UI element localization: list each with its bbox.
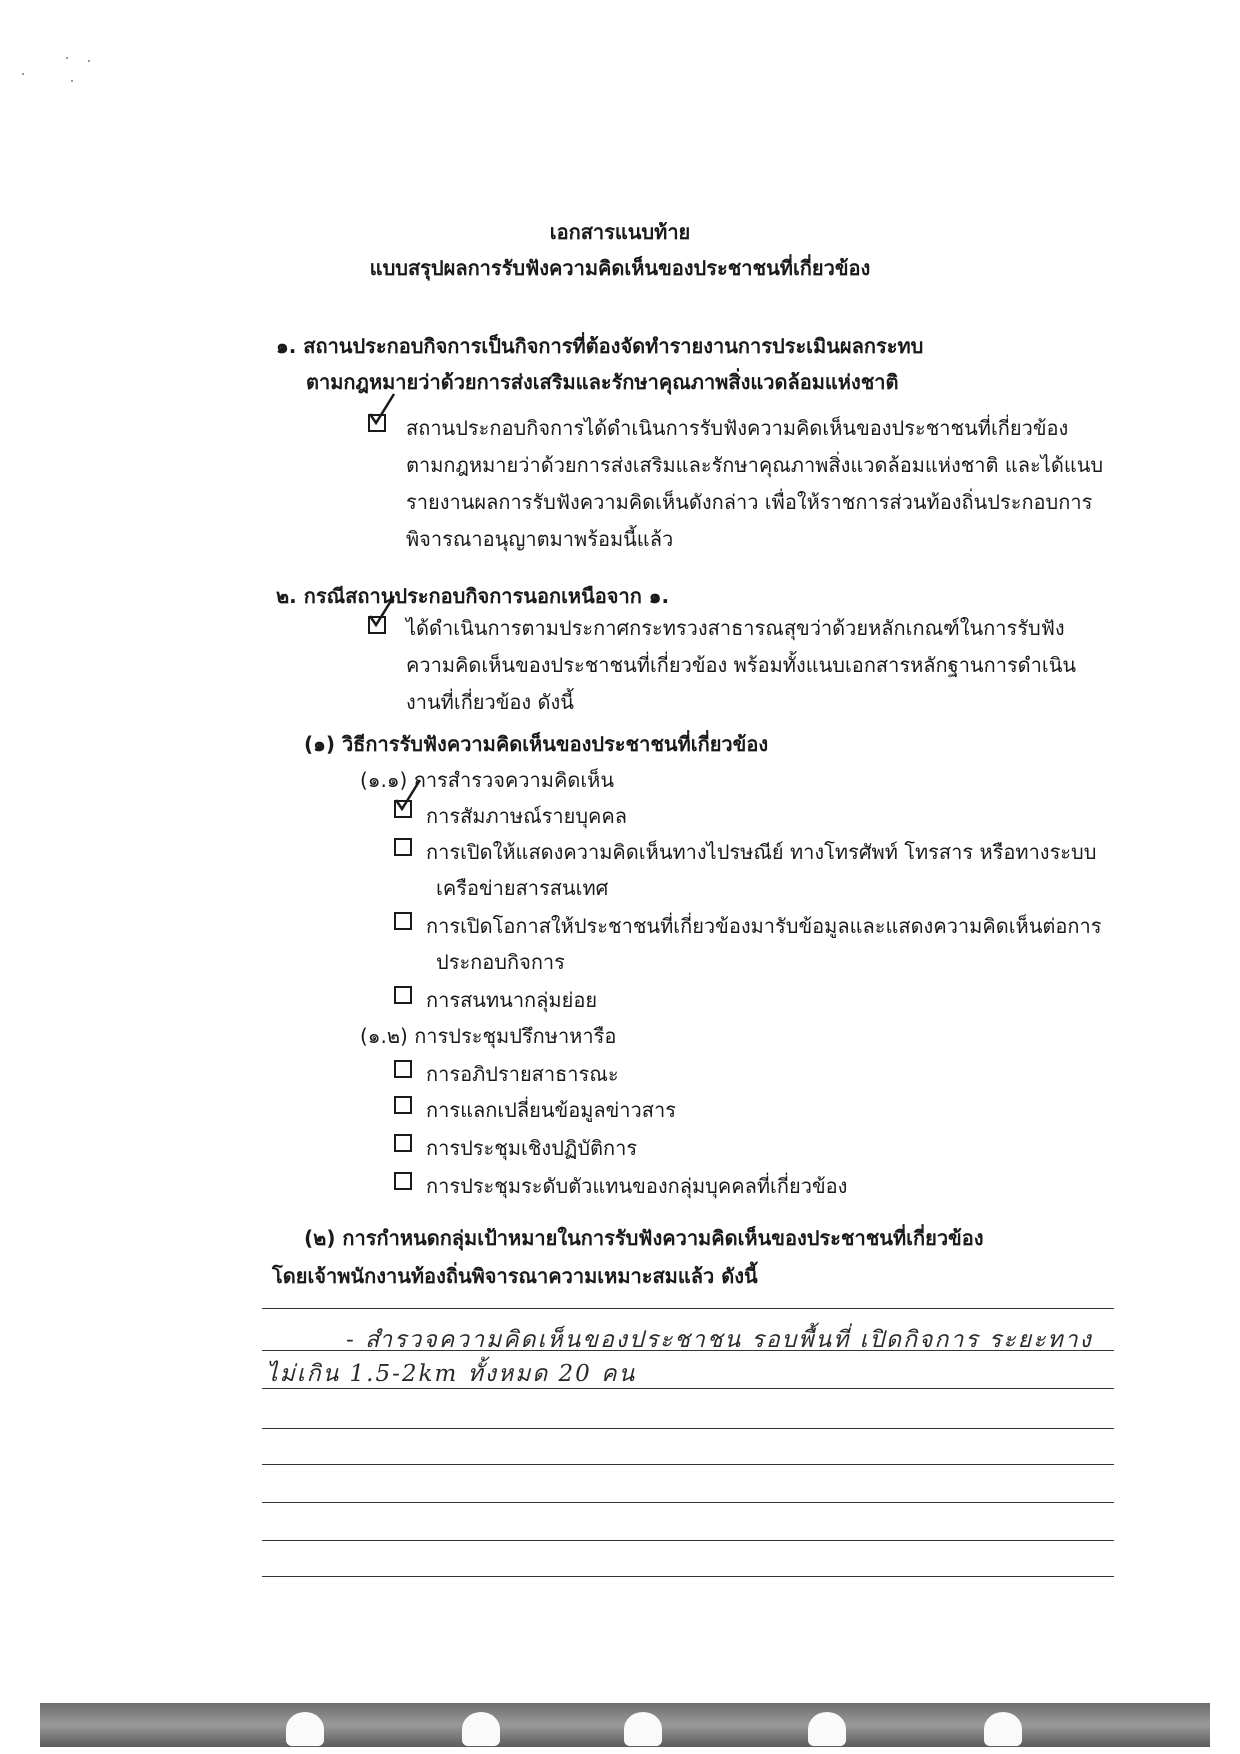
answer-line <box>262 1502 1114 1503</box>
answer-line <box>262 1464 1114 1465</box>
survey-item-label-cont: เครือข่ายสารสนเทศ <box>436 876 609 900</box>
section2-option-text: ได้ดำเนินการตามประกาศกระทรวงสาธารณสุขว่าด้วยหลักเกณฑ์ในการรับฟังความคิดเห็นของประชาชนที่เกี่ยวข้อง พร้อมทั้งแนบเอกสารหลักฐานการดำเนินงานที่เกี่ยวข้อง ดังนี้ <box>406 616 1077 714</box>
answer-line <box>262 1428 1114 1429</box>
handwritten-answer-line1: - สำรวจความคิดเห็นของประชาชน รอบพื้นที่ เปิดกิจการ ระยะทาง <box>346 1327 1093 1353</box>
scan-speck <box>88 60 90 62</box>
footer-logo-icon <box>462 1712 500 1746</box>
answer-line <box>262 1540 1114 1541</box>
target-group-heading-line2: โดยเจ้าพนักงานท้องถิ่นพิจารณาความเหมาะสมแล้ว ดังนี้ <box>272 1264 758 1288</box>
section1-option-text: สถานประกอบกิจการได้ดำเนินการรับฟังความคิดเห็นของประชาชนที่เกี่ยวข้อง ตามกฎหมายว่าด้วยการส่งเสริมและรักษาคุณภาพสิ่งแวดล้อมแห่งชาติ และได้แนบรายงานผลการรับฟังความคิดเห็นดังกล่าว เพื่อให้ราชการส่วนท้องถิ่นประกอบการพิจารณาอนุญาตมาพร้อมนี้แล้ว <box>406 416 1104 551</box>
meeting-heading: (๑.๒) การประชุมปรึกษาหารือ <box>360 1024 617 1048</box>
survey-item-checkbox[interactable] <box>394 912 412 930</box>
section1-heading-line1: ๑. สถานประกอบกิจการเป็นกิจการที่ต้องจัดทำรายงานการประเมินผลกระทบ <box>276 334 924 358</box>
survey-heading: (๑.๑) การสำรวจความคิดเห็น <box>360 768 615 792</box>
answer-line <box>262 1308 1114 1309</box>
meeting-item-checkbox[interactable] <box>394 1096 412 1114</box>
document-title: เอกสารแนบท้าย <box>549 220 691 244</box>
scan-speck <box>22 73 24 75</box>
survey-item-label: การสนทนากลุ่มย่อย <box>426 988 598 1012</box>
target-group-heading-line1: (๒) การกำหนดกลุ่มเป้าหมายในการรับฟังความคิดเห็นของประชาชนที่เกี่ยวข้อง <box>304 1226 984 1250</box>
section2-heading: ๒. กรณีสถานประกอบกิจการนอกเหนือจาก ๑. <box>276 584 670 608</box>
survey-item-label-cont: ประกอบกิจการ <box>436 950 565 974</box>
survey-item-checkbox[interactable] <box>394 986 412 1004</box>
meeting-item-label: การประชุมเชิงปฏิบัติการ <box>426 1136 638 1160</box>
check-mark-icon <box>366 392 396 422</box>
footer-logo-icon <box>984 1712 1022 1746</box>
section1-heading-line2: ตามกฎหมายว่าด้วยการส่งเสริมและรักษาคุณภาพสิ่งแวดล้อมแห่งชาติ <box>306 370 899 394</box>
methods-heading: (๑) วิธีการรับฟังความคิดเห็นของประชาชนที่เกี่ยวข้อง <box>304 732 769 756</box>
survey-item-checkbox[interactable] <box>394 838 412 856</box>
scan-speck <box>71 80 73 82</box>
check-mark-icon <box>366 594 396 624</box>
meeting-item-label: การแลกเปลี่ยนข้อมูลข่าวสาร <box>426 1098 676 1122</box>
scan-speck <box>66 57 68 59</box>
survey-item-label: การสัมภาษณ์รายบุคคล <box>426 804 628 828</box>
survey-item-label: การเปิดให้แสดงความคิดเห็นทางไปรษณีย์ ทางโทรศัพท์ โทรสาร หรือทางระบบ <box>426 840 1097 864</box>
footer-logo-icon <box>624 1712 662 1746</box>
meeting-item-checkbox[interactable] <box>394 1060 412 1078</box>
document-subtitle: แบบสรุปผลการรับฟังความคิดเห็นของประชาชนที่เกี่ยวข้อง <box>369 256 871 280</box>
answer-line <box>262 1350 1114 1351</box>
check-mark-icon <box>392 778 422 808</box>
footer-logo-icon <box>808 1712 846 1746</box>
meeting-item-label: การอภิปรายสาธารณะ <box>426 1062 619 1086</box>
survey-item-label: การเปิดโอกาสให้ประชาชนที่เกี่ยวข้องมารับข้อมูลและแสดงความคิดเห็นต่อการ <box>426 914 1102 938</box>
meeting-item-checkbox[interactable] <box>394 1134 412 1152</box>
answer-line <box>262 1388 1114 1389</box>
handwritten-answer-line2: ไม่เกิน 1.5-2km ทั้งหมด 20 คน <box>266 1361 637 1387</box>
meeting-item-label: การประชุมระดับตัวแทนของกลุ่มบุคคลที่เกี่ยวข้อง <box>426 1174 848 1198</box>
footer-logo-icon <box>286 1712 324 1746</box>
answer-line <box>262 1576 1114 1577</box>
meeting-item-checkbox[interactable] <box>394 1172 412 1190</box>
